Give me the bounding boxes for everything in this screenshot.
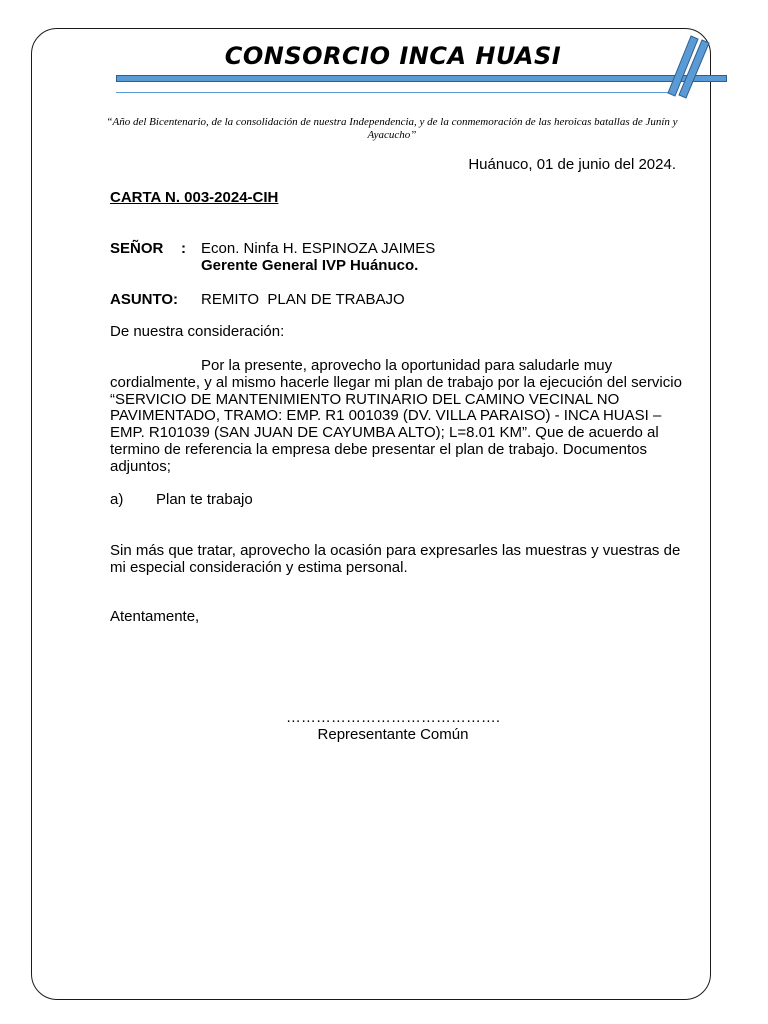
header-bar (116, 75, 727, 82)
signatory-name: Representante Común (317, 726, 469, 743)
header-rule (116, 92, 671, 93)
recipient-name: Econ. Ninfa H. ESPINOZA JAIMES (201, 240, 436, 257)
recipient-title: Gerente General IVP Huánuco. (201, 257, 419, 274)
body-paragraph (110, 358, 682, 476)
company-name: CONSORCIO INCA HUASI (224, 42, 562, 70)
signature-line: ……………………………………. (285, 709, 501, 726)
subject-text: REMITO PLAN DE TRABAJO (201, 291, 405, 308)
greeting: De nuestra consideración: (110, 323, 285, 340)
motto: “Año del Bicentenario, de la consolidación de nuestra Independencia, y de la conmemoración de las heroicas batallas de Junín y Ayacucho” (106, 116, 678, 141)
recipient-separator: : (181, 240, 186, 257)
letter-number: CARTA N. 003-2024-CIH (110, 189, 279, 206)
farewell: Atentamente, (110, 608, 200, 625)
closing-paragraph: Sin más que tratar, aprovecho la ocasión para expresarles las muestras y vuestras de mi especial consideración y estima personal. (110, 542, 681, 576)
body-text: Por la presente, aprovecho la oportunidad para saludarle muy cordialmente, y al mismo hacerle llegar mi plan de trabajo por la ejecución del servicio “SERVICIO DE MANTENIMIENTO RUTINARIO DEL CAMINO VECINAL NO PAVIMENTADO, TRAMO: EMP. R1 001039 (DV. VILLA PARAISO) - INCA HUASI – EMP. R101039 (SAN JUAN DE CAYUMBA ALTO); L=8.01 KM”. Que de acuerdo al termino de referencia la empresa debe presentar el plan de trabajo. Documentos adjuntos; (110, 357, 682, 475)
attachment-letter: a) (110, 491, 124, 508)
subject-label: ASUNTO: (110, 291, 179, 308)
recipient-label: SEÑOR (110, 240, 164, 257)
letter-date: Huánuco, 01 de junio del 2024. (468, 156, 676, 173)
page-border-frame (31, 28, 711, 1000)
slash-logo-icon (662, 30, 722, 100)
attachment-item: Plan te trabajo (156, 491, 253, 508)
